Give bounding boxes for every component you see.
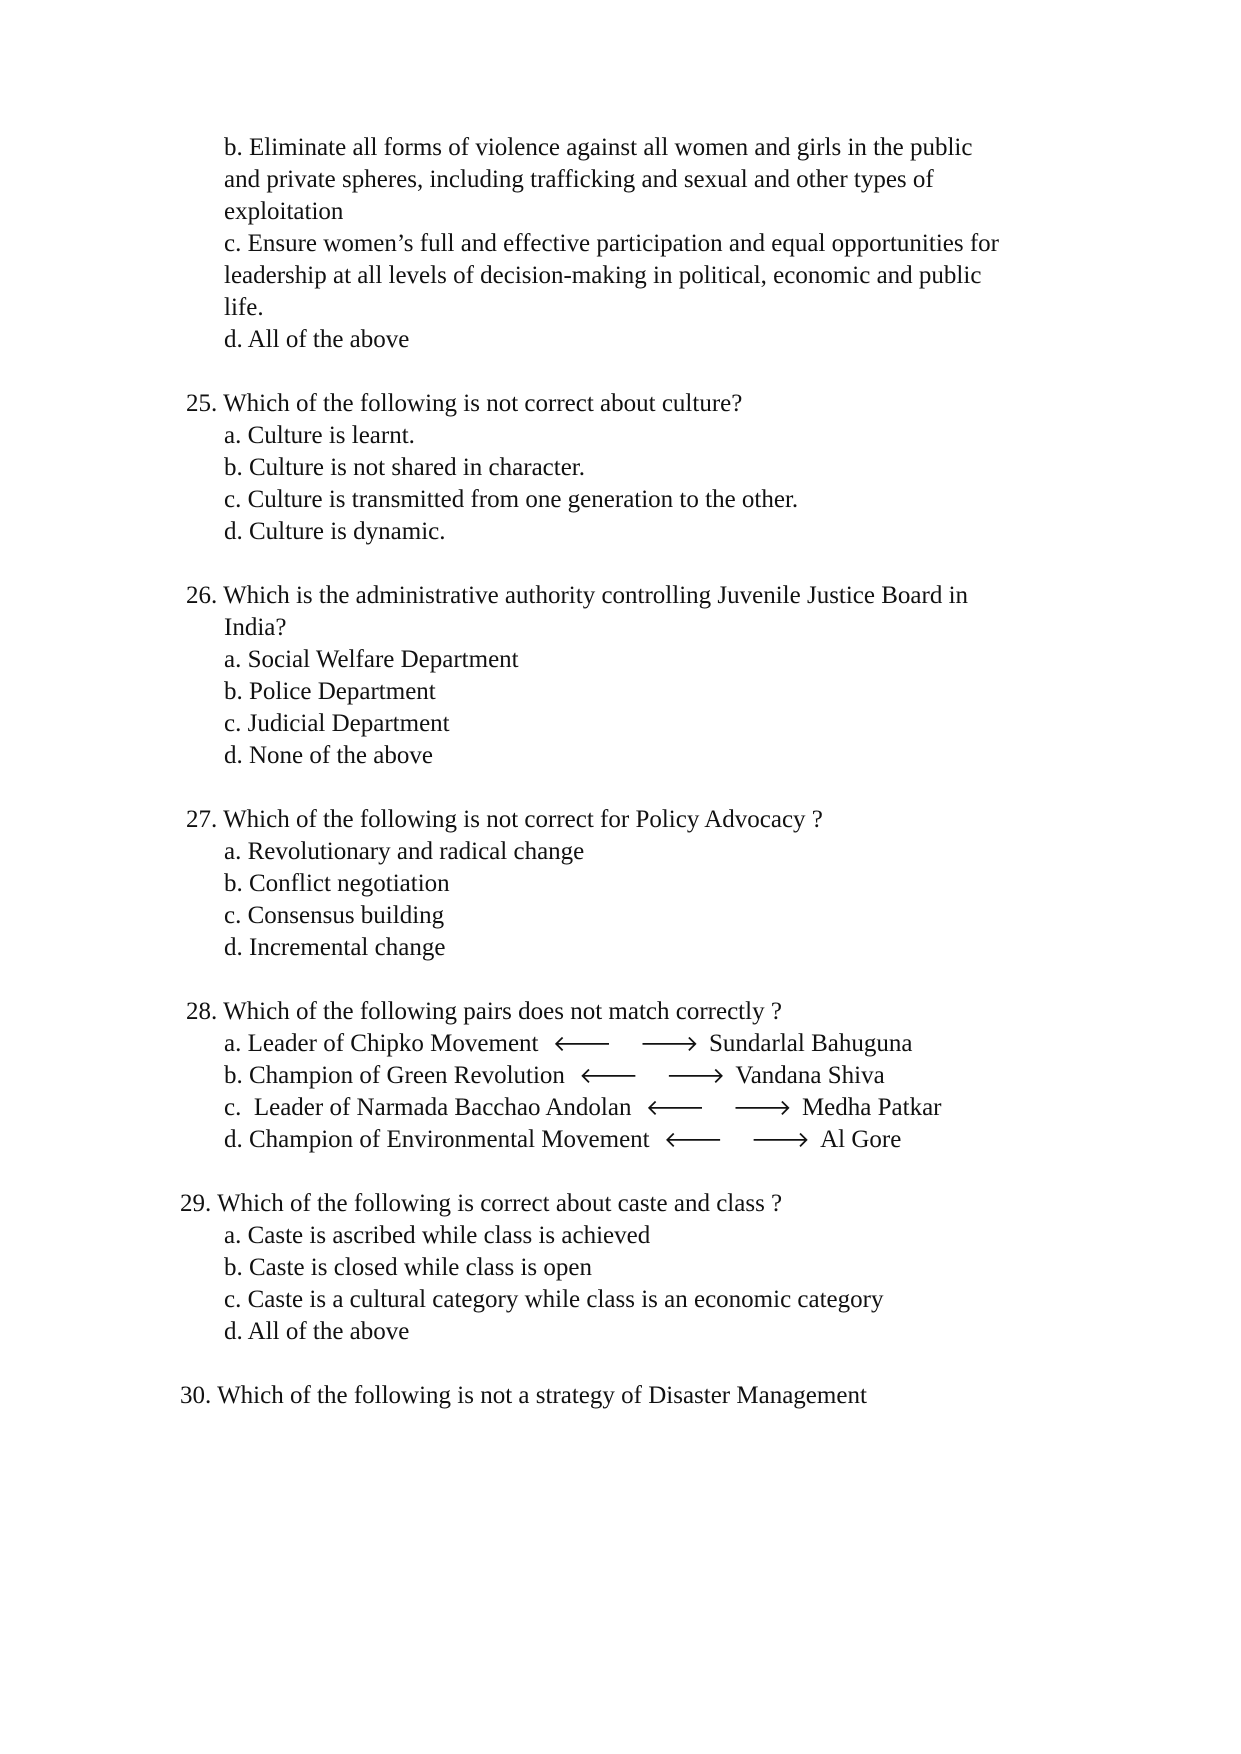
arrow-right-icon: 🡒 bbox=[750, 1128, 810, 1153]
option-b: b. Culture is not shared in character. bbox=[224, 454, 585, 481]
option-d: d. All of the above bbox=[224, 1318, 410, 1345]
option-d: d. Culture is dynamic. bbox=[224, 518, 446, 545]
question-number: 26. bbox=[186, 582, 218, 609]
pair-right: Al Gore bbox=[820, 1126, 902, 1153]
question-text-continuation: India? bbox=[224, 614, 287, 641]
pair-option-a bbox=[224, 1029, 912, 1060]
arrow-right-icon: 🡒 bbox=[666, 1064, 726, 1089]
arrow-left-icon: 🡐 bbox=[663, 1128, 723, 1153]
question-text: Which of the following is not correct for Policy Advocacy ? bbox=[223, 806, 823, 833]
option-d: d. None of the above bbox=[224, 742, 433, 769]
option-c: c. Consensus building bbox=[224, 902, 445, 929]
option-c: c. Judicial Department bbox=[224, 710, 450, 737]
arrow-right-icon: 🡒 bbox=[732, 1096, 792, 1121]
pair-left: c. Leader of Narmada Bacchao Andolan bbox=[224, 1094, 632, 1121]
pair-left: a. Leader of Chipko Movement bbox=[224, 1030, 539, 1057]
option-a: a. Social Welfare Department bbox=[224, 646, 519, 673]
pair-option-d bbox=[224, 1125, 901, 1156]
arrow-left-icon: 🡐 bbox=[645, 1096, 705, 1121]
arrow-left-icon: 🡐 bbox=[579, 1064, 639, 1089]
option-c: c. Caste is a cultural category while class is an economic category bbox=[224, 1286, 884, 1313]
pair-right: Sundarlal Bahuguna bbox=[709, 1030, 913, 1057]
option-d: d. Incremental change bbox=[224, 934, 446, 961]
option-b: b. Police Department bbox=[224, 678, 436, 705]
option-c-line-2: leadership at all levels of decision-making in political, economic and public bbox=[224, 262, 982, 289]
arrow-left-icon: 🡐 bbox=[552, 1032, 612, 1057]
option-a: a. Culture is learnt. bbox=[224, 422, 415, 449]
option-c-line-1: c. Ensure women’s full and effective participation and equal opportunities for bbox=[224, 230, 999, 257]
question-text: Which of the following is not correct about culture? bbox=[223, 390, 743, 417]
question-text: Which of the following is correct about caste and class ? bbox=[217, 1190, 783, 1217]
double-arrow bbox=[579, 1061, 725, 1092]
option-b-line-3: exploitation bbox=[224, 198, 344, 225]
option-c-line-3: life. bbox=[224, 294, 264, 321]
option-b: b. Conflict negotiation bbox=[224, 870, 450, 897]
question-number: 29. bbox=[180, 1190, 212, 1217]
question-text: Which of the following is not a strategy of Disaster Management bbox=[217, 1382, 867, 1409]
double-arrow bbox=[646, 1093, 792, 1124]
arrow-right-icon: 🡒 bbox=[639, 1032, 699, 1057]
pair-left: d. Champion of Environmental Movement bbox=[224, 1126, 650, 1153]
option-b: b. Caste is closed while class is open bbox=[224, 1254, 592, 1281]
pair-left: b. Champion of Green Revolution bbox=[224, 1062, 565, 1089]
option-a: a. Caste is ascribed while class is achieved bbox=[224, 1222, 651, 1249]
question-number: 27. bbox=[186, 806, 218, 833]
question-text: Which of the following pairs does not match correctly ? bbox=[223, 998, 782, 1025]
question-number: 25. bbox=[186, 390, 218, 417]
option-b-line-1: b. Eliminate all forms of violence against all women and girls in the public bbox=[224, 134, 973, 161]
question-number: 30. bbox=[180, 1382, 212, 1409]
pair-right: Vandana Shiva bbox=[735, 1062, 885, 1089]
pair-option-b bbox=[224, 1061, 885, 1092]
option-a: a. Revolutionary and radical change bbox=[224, 838, 585, 865]
pair-right: Medha Patkar bbox=[801, 1094, 942, 1121]
option-c: c. Culture is transmitted from one generation to the other. bbox=[224, 486, 799, 513]
question-text: Which is the administrative authority controlling Juvenile Justice Board in bbox=[223, 582, 969, 609]
question-number: 28. bbox=[186, 998, 218, 1025]
question-27-stem bbox=[186, 805, 823, 835]
option-d: d. All of the above bbox=[224, 326, 410, 353]
question-25-stem bbox=[186, 389, 742, 419]
double-arrow bbox=[553, 1029, 699, 1060]
pair-option-c bbox=[224, 1093, 942, 1124]
question-30-stem bbox=[180, 1381, 867, 1411]
question-26-stem bbox=[186, 581, 968, 611]
double-arrow bbox=[664, 1125, 810, 1156]
question-29-stem bbox=[180, 1189, 782, 1219]
question-28-stem bbox=[186, 997, 782, 1027]
option-b-line-2: and private spheres, including trafficking and sexual and other types of bbox=[224, 166, 934, 193]
